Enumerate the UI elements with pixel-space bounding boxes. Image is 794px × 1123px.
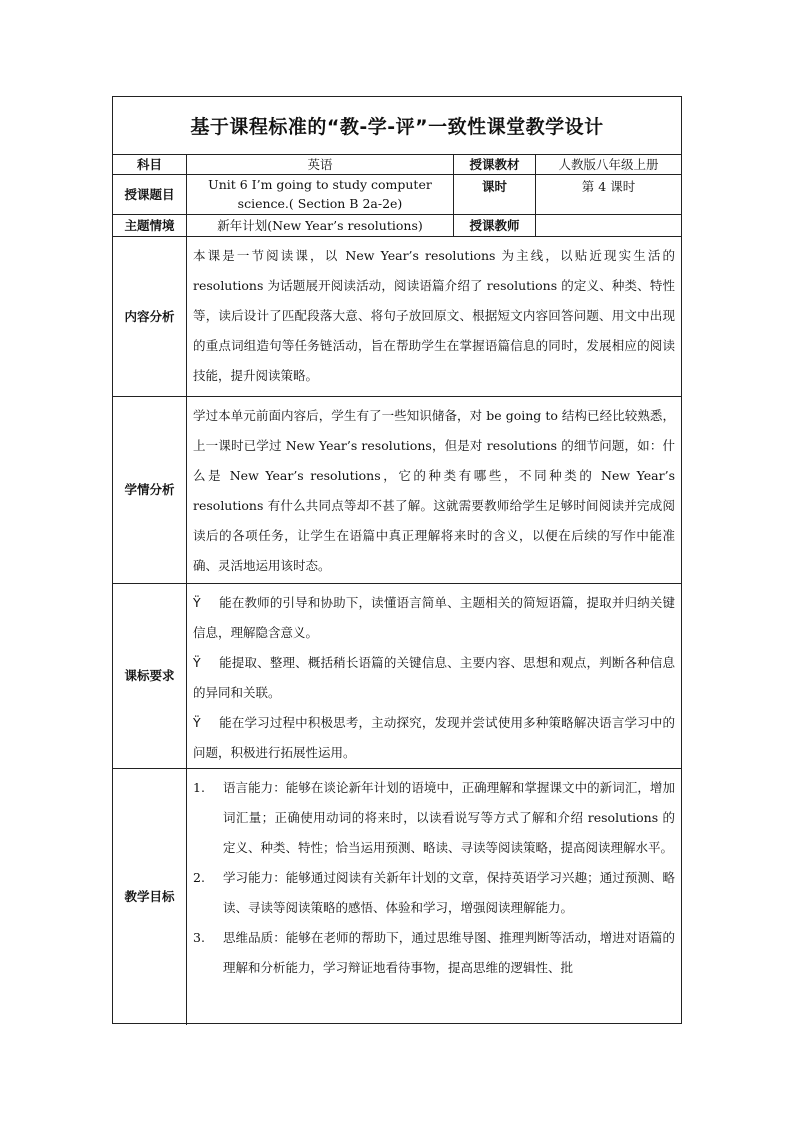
objective-item xyxy=(193,923,675,983)
context-label: 主题情境 xyxy=(113,215,187,236)
teacher-value xyxy=(536,215,681,236)
content-analysis-row xyxy=(113,237,681,397)
teacher-label: 授课教师 xyxy=(454,215,536,236)
objective-number: 3. xyxy=(193,930,205,945)
learner-analysis-label: 学情分析 xyxy=(113,397,187,583)
content-analysis-paragraph: 本课是一节阅读课，以 New Year’s resolutions 为主线，以贴近现实生活的 resolutions 为话题展开阅读活动，阅读语篇介绍了 resolutions 的定义、种类、特性等，读后设计了匹配段落大意、将句子放回原文、根据短文内容回答问题、用文中出现的重点词组造句等任务链活动，旨在帮助学生在掌握语篇信息的同时，发展相应的阅读技能，提升阅读策略。 xyxy=(193,248,675,383)
learner-analysis-row xyxy=(113,397,681,584)
curriculum-label: 课标要求 xyxy=(113,584,187,768)
info-row-topic xyxy=(113,175,681,215)
curriculum-item-text: 能在教师的引导和协助下，读懂语言简单、主题相关的简短语篇，提取并归纳关键信息，理解隐含意义。 xyxy=(193,595,675,640)
objective-text: 语言能力：能够在谈论新年计划的语境中，正确理解和掌握课文中的新词汇，增加词汇量；正确使用动词的将来时，以读看说写等方式了解和介绍 resolutions 的定义、种类、特性；恰当运用预测、略读、寻读等阅读策略，提高阅读理解水平。 xyxy=(223,780,675,855)
curriculum-list xyxy=(187,584,681,768)
objective-number: 2. xyxy=(193,870,205,885)
subject-label: 科目 xyxy=(113,155,187,174)
info-row-subject xyxy=(113,155,681,175)
material-value: 人教版八年级上册 xyxy=(558,156,659,172)
curriculum-item-text: 能提取、整理、概括稍长语篇的关键信息、主要内容、思想和观点，判断各种信息的异同和关联。 xyxy=(193,655,675,700)
objective-number: 1. xyxy=(193,780,205,795)
objectives-label: 教学目标 xyxy=(113,769,187,1025)
topic-label: 授课题目 xyxy=(113,175,187,214)
context-value: 新年计划(New Year’s resolutions) xyxy=(187,215,454,236)
curriculum-item xyxy=(193,708,675,768)
objective-text: 思维品质：能够在老师的帮助下，通过思维导图、推理判断等活动，增进对语篇的理解和分析能力，学习辩证地看待事物，提高思维的逻辑性、批 xyxy=(223,930,675,975)
lesson-plan-table xyxy=(112,96,682,1024)
learner-analysis-paragraph: 学过本单元前面内容后，学生有了一些知识储备，对 be going to 结构已经比较熟悉，上一课时已学过 New Year’s resolutions，但是对 resolutions 的细节问题，如：什么是 New Year’s resolutions，它的种类有哪些，不同种类的 New Year’s resolutions 有什么共同点等却不甚了解。这就需要教师给学生足够时间阅读并完成阅读后的各项任务，让学生在语篇中真正理解将来时的含义，以便在后续的写作中能准确、灵活地运用该时态。 xyxy=(193,408,675,573)
subject-value: 英语 xyxy=(187,155,454,174)
content-analysis-text xyxy=(187,237,681,396)
learner-analysis-text xyxy=(187,397,681,583)
curriculum-item xyxy=(193,588,675,648)
page-title: 基于课程标准的“教-学-评”一致性课堂教学设计 xyxy=(113,97,681,155)
objectives-list xyxy=(187,769,681,1025)
objective-item xyxy=(193,773,675,863)
content-analysis-label: 内容分析 xyxy=(113,237,187,396)
topic-value: Unit 6 I’m going to study computer science.( Section B 2a-2e) xyxy=(187,175,454,214)
bullet-marker: Ÿ xyxy=(193,595,201,610)
bullet-marker: Ÿ xyxy=(193,655,201,670)
curriculum-item-text: 能在学习过程中积极思考，主动探究，发现并尝试使用多种策略解决语言学习中的问题，积极进行拓展性运用。 xyxy=(193,715,675,760)
curriculum-row xyxy=(113,584,681,769)
info-row-context xyxy=(113,215,681,237)
bullet-marker: Ÿ xyxy=(193,715,201,730)
objective-text: 学习能力：能够通过阅读有关新年计划的文章，保持英语学习兴趣；通过预测、略读、寻读等阅读策略的感悟、体验和学习，增强阅读理解能力。 xyxy=(223,870,675,915)
period-value: 第 4 课时 xyxy=(581,179,636,194)
period-label: 课时 xyxy=(454,175,536,214)
curriculum-item xyxy=(193,648,675,708)
objectives-row xyxy=(113,769,681,1025)
material-label: 授课教材 xyxy=(454,155,536,174)
objective-item xyxy=(193,863,675,923)
